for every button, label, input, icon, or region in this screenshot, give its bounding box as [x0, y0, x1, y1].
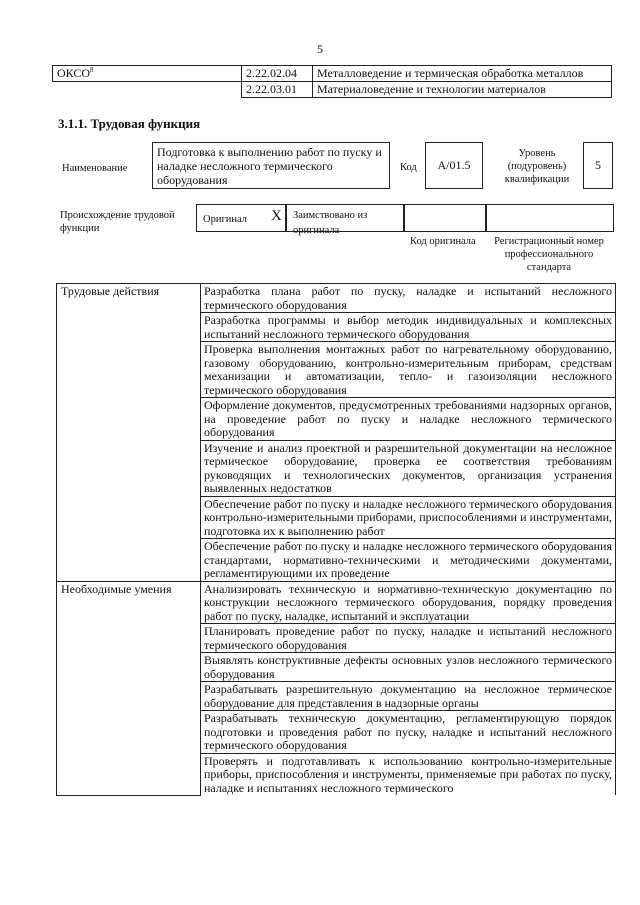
list-item: Планировать проведение работ по пуску, наладке и испытаний несложного термического оборудования — [201, 624, 616, 653]
okso-name: Материаловедение и технологии материалов — [313, 82, 612, 98]
list-item: Разрабатывать техническую документацию, регламентирующую порядок подготовки и проведения работ по пуску, наладке и испытаний несложного термического оборудования — [201, 711, 616, 754]
function-details-table — [56, 283, 616, 796]
function-name-box: Подготовка к выполнению работ по пуску и наладке несложного термического оборудования — [152, 142, 390, 189]
list-item: Разработка плана работ по пуску, наладке и испытаний несложного термического оборудования — [201, 284, 616, 313]
okso-code: 2.22.03.01 — [242, 82, 313, 98]
okso-row — [53, 66, 612, 82]
list-item: Выявлять конструктивные дефекты основных узлов несложного термического оборудования — [201, 653, 616, 682]
level-label: Уровень (подуровень) квалификации — [504, 148, 570, 185]
okso-name: Металловедение и термическая обработка металлов — [313, 66, 612, 82]
code-label: Код — [400, 162, 417, 173]
level-value-box: 5 — [583, 142, 613, 189]
list-item: Анализировать техническую и нормативно-техническую документацию по конструкции несложного термического оборудования, порядку проведения работ по пуску, наладке, испытаний и эксплуатации — [201, 581, 616, 624]
list-item: Проверять и подготавливать к использованию контрольно-измерительные приборы, приспособления и инструменты, применяемые при работах по пуску, наладке и испытаниях несложного термического — [201, 753, 616, 795]
origin-label: Происхождение трудовой функции — [60, 210, 175, 234]
reg-number-label: Регистрационный номер профессионального стандарта — [494, 236, 604, 273]
function-code-box: А/01.5 — [425, 142, 483, 189]
section-heading: Необходимые умения — [57, 581, 201, 795]
borrowed-label: Заимствовано из оригинала — [293, 210, 368, 236]
okso-label-cell — [53, 66, 242, 82]
list-item: Разработка программы и выбор методик индивидуальных и комплексных испытаний несложного термического оборудования — [201, 313, 616, 342]
list-item: Проверка выполнения монтажных работ по нагревательному оборудованию, газовому оборудованию, контрольно-измерительным приборам, средствам механизации и автоматизации, тепло- и газоизоляции несложного термического оборудования — [201, 342, 616, 398]
original-label: Оригинал — [203, 214, 247, 225]
code-original-label: Код оригинала — [410, 236, 476, 247]
original-mark: X — [271, 208, 282, 224]
page-number: 5 — [317, 42, 323, 56]
code-original-box — [404, 204, 486, 232]
okso-code: 2.22.02.04 — [242, 66, 313, 82]
okso-row — [53, 82, 612, 98]
list-item: Обеспечение работ по пуску и наладке несложного термического оборудования контрольно-измерительными приборами, приспособлениями и инструментами, подготовка их к выполнению работ — [201, 496, 616, 539]
list-item: Обеспечение работ по пуску и наладке несложного термического оборудования стандартами, нормативно-техническими и методическими документами, регламентирующими их проведение — [201, 539, 616, 582]
okso-empty-cell — [53, 82, 242, 98]
table-row — [57, 284, 616, 313]
section-title: 3.1.1. Трудовая функция — [58, 116, 201, 131]
okso-table — [52, 65, 612, 98]
table-row — [57, 581, 616, 624]
okso-footnote: 8 — [90, 66, 94, 74]
list-item: Разрабатывать разрешительную документацию на несложное термическое оборудование для представления в надзорные органы — [201, 682, 616, 711]
original-box — [196, 204, 286, 232]
reg-number-box — [486, 204, 614, 232]
okso-label: ОКСО — [57, 66, 91, 80]
name-label: Наименование — [62, 163, 128, 174]
borrowed-box — [286, 204, 404, 236]
list-item: Оформление документов, предусмотренных требованиями надзорных органов, на проведение работ по пуску и наладке несложного термического оборудования — [201, 398, 616, 441]
list-item: Изучение и анализ проектной и разрешительной документации на несложное термическое оборудование, проверка ее соответствия требованиям руководящих и технологических документов, организация устранения выявленных недостатков — [201, 440, 616, 496]
section-heading: Трудовые действия — [57, 284, 201, 582]
